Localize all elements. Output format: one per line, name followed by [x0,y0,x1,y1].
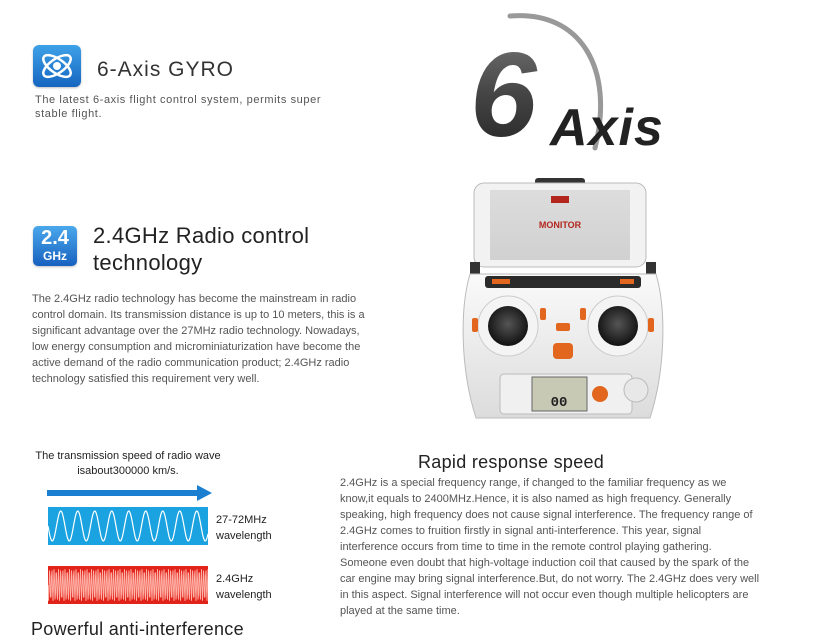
controller-image [460,178,666,428]
arrow-right-icon [47,485,212,501]
badge-number: 2.4 [41,227,69,249]
wave-24ghz [48,566,208,604]
ghz-badge-icon [33,226,77,266]
rapid-response-title: Rapid response speed [418,452,605,472]
gyro-description: The latest 6-axis flight control system, permits super stable flight. [35,94,322,120]
radio-description: The 2.4GHz radio technology has become the mainstream in radio control domain. Its transmission distance is up to 10 meters, this is a significant advantage over the 27MHz radio technology. Nowadays, low energy consumption and microminiaturization have become the active demand of the radio communication product; 2.4GHz radio technology satisfied this requirement very well. [32,293,365,385]
lcd-digits: 00 [550,395,568,411]
wave1-label: 27-72MHz wavelength [216,514,272,542]
rapid-response-description: 2.4GHz is a special frequency range, if changed to the familiar frequency as we know,it equals to 2400MHz.Hence, it is also named as high frequency. Generally speaking, high frequency does not cause signal interference. The frequency range of 2.4GHz comes to fruition firstly in signal anti-interference. This year, signal interference occurs from time to time in the remote control playing gathering. Someone even doubt that high-voltage induction coil that caused by the spark of the car engine may bring signal interference.But, do not worry. The 2.4GHz does very well in this aspect. Signal interference will not occur even though multiple helicopters are played at the same time. [340,477,760,617]
gyro-icon [33,45,81,87]
badge-unit: GHz [43,249,67,263]
logo-six: 6 [470,28,537,162]
gyro-title: 6-Axis GYRO [97,58,235,81]
logo-axis-word: Axis [550,99,664,157]
phone-screen-text: MONITOR [538,220,582,230]
radio-title: 2.4GHz Radio control technology [93,223,310,275]
transmission-speed-label: The transmission speed of radio wave isabout300000 km/s. [35,450,221,477]
wave-27mhz [48,507,208,545]
anti-interference-title: Powerful anti-interference [31,619,244,639]
wave2-label: 2.4GHz wavelength [216,573,272,601]
